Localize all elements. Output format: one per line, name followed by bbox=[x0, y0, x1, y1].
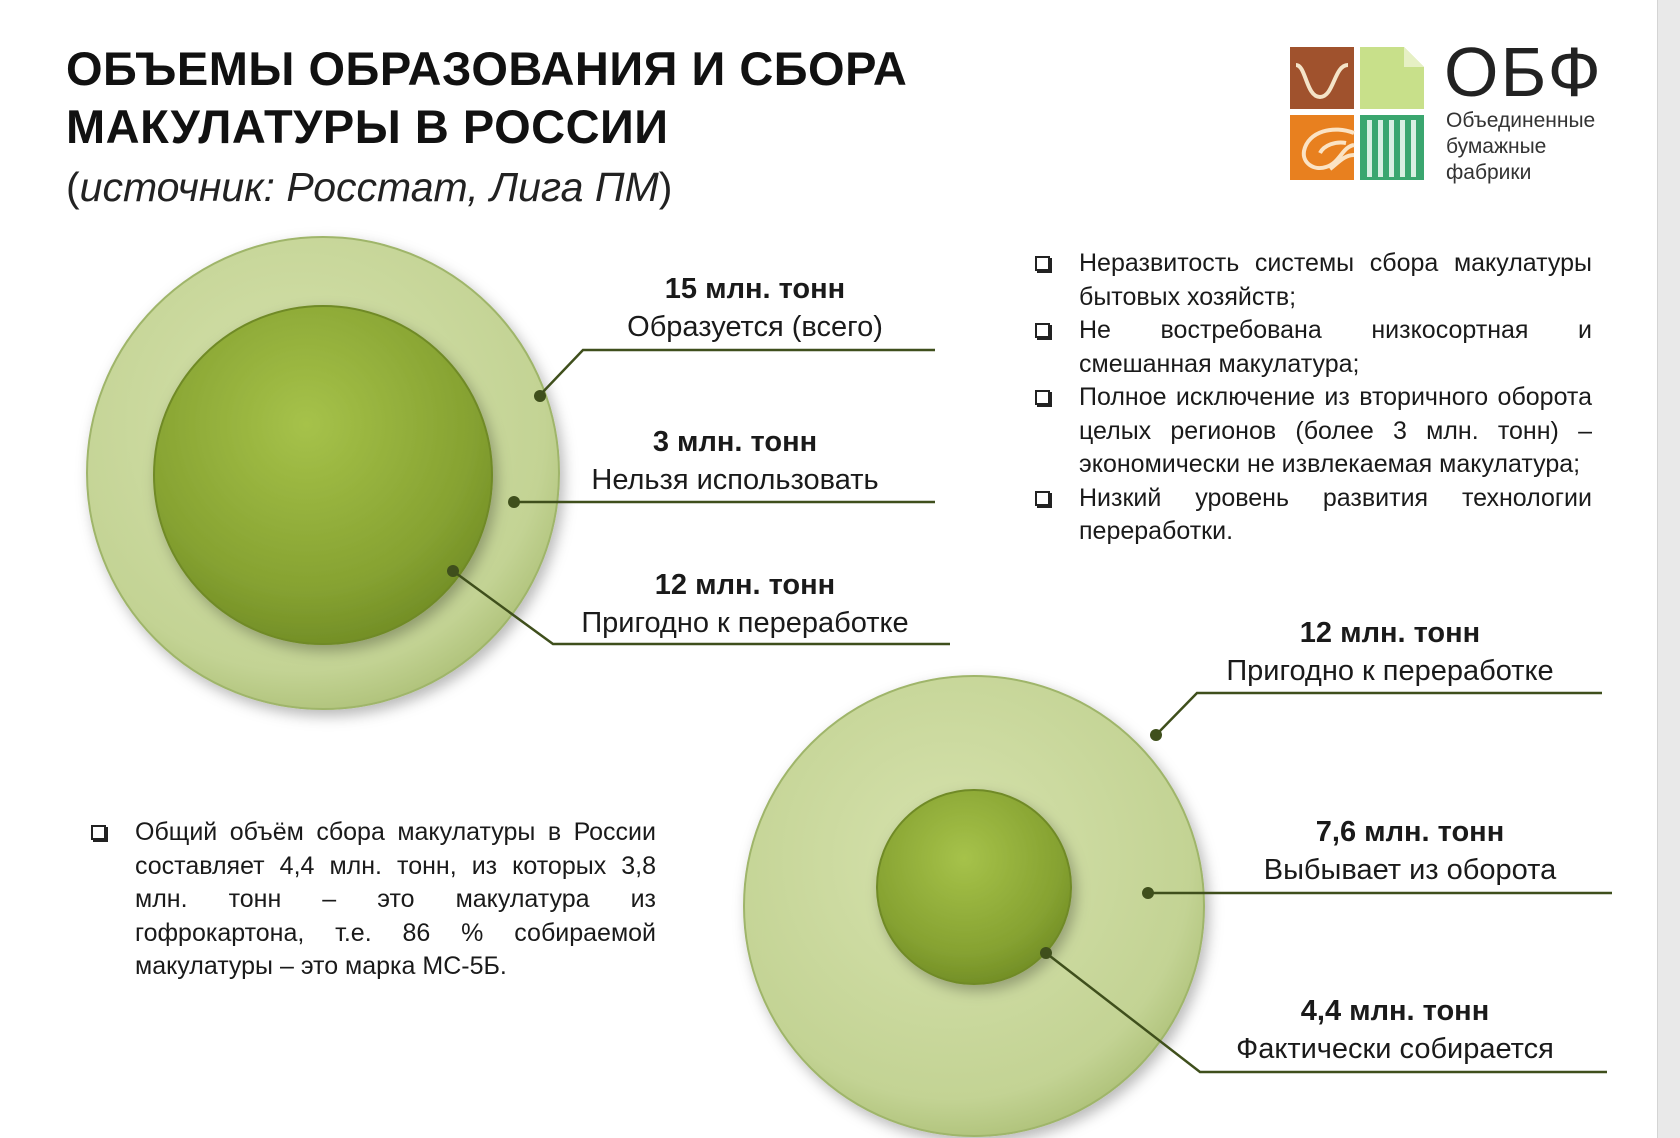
problems-list bbox=[1035, 247, 1592, 549]
label-bottom-dropped-text: Выбывает из оборота bbox=[1263, 854, 1557, 886]
top-inner-circle bbox=[154, 306, 492, 644]
list-item-text: Низкий уровень развития технологии переработки. bbox=[1079, 483, 1592, 545]
label-bottom-recyclable-text: Пригодно к переработке bbox=[1226, 655, 1554, 687]
list-item-text: Полное исключение из вторичного оборота целых регионов (более 3 млн. тонн) – экономически не извлекаемая макулатура; bbox=[1079, 383, 1592, 478]
label-bottom-collected-text: Фактически собирается bbox=[1236, 1033, 1554, 1065]
bottom-leader-dropped-dot bbox=[1142, 887, 1154, 899]
bottom-leader-collected-dot bbox=[1040, 947, 1052, 959]
label-top-total-text: Образуется (всего) bbox=[627, 311, 883, 343]
label-bottom-collected bbox=[1190, 992, 1600, 1068]
label-top-unusable-text: Нельзя использовать bbox=[591, 464, 879, 496]
list-item bbox=[1035, 482, 1592, 549]
label-bottom-collected-value: 4,4 млн. тонн bbox=[1300, 995, 1490, 1027]
checkbox-bullet-icon bbox=[1035, 390, 1050, 405]
checkbox-bullet-icon bbox=[91, 825, 106, 840]
list-item bbox=[1035, 381, 1592, 482]
checkbox-bullet-icon bbox=[1035, 491, 1050, 506]
logo-name: ОБФ bbox=[1444, 33, 1603, 111]
logo-subtitle-line-3: фабрики bbox=[1446, 161, 1532, 184]
list-item bbox=[1035, 314, 1592, 381]
list-item bbox=[91, 816, 656, 984]
label-top-total bbox=[590, 270, 920, 346]
list-item-text: Не востребована низкосортная и смешанная макулатура; bbox=[1079, 316, 1592, 378]
collection-summary-list bbox=[91, 816, 656, 984]
list-item bbox=[1035, 247, 1592, 314]
title-line-1: ОБЪЕМЫ ОБРАЗОВАНИЯ И СБОРА bbox=[66, 42, 908, 95]
logo-subtitle-line-1: Объединенные bbox=[1446, 109, 1596, 132]
label-top-unusable bbox=[555, 423, 915, 499]
source-text: источник: Росстат, Лига ПМ bbox=[79, 164, 659, 210]
source-close-paren: ) bbox=[658, 164, 673, 210]
bottom-leader-recyclable-dot bbox=[1150, 729, 1162, 741]
top-leader-total-dot bbox=[534, 390, 546, 402]
label-top-total-value: 15 млн. тонн bbox=[664, 273, 846, 305]
top-leader-recyclable-dot bbox=[447, 565, 459, 577]
checkbox-bullet-icon bbox=[1035, 256, 1050, 271]
label-bottom-recyclable bbox=[1185, 614, 1595, 690]
bottom-leader-recyclable bbox=[1156, 693, 1602, 735]
source-open-paren: ( bbox=[66, 164, 80, 210]
list-item-text: Неразвитость системы сбора макулатуры бытовых хозяйств; bbox=[1079, 249, 1592, 311]
label-bottom-dropped bbox=[1220, 813, 1600, 889]
label-top-recyclable-value: 12 млн. тонн bbox=[654, 569, 836, 601]
label-top-recyclable bbox=[545, 566, 945, 642]
title-line-2: МАКУЛАТУРЫ В РОССИИ bbox=[66, 100, 669, 153]
label-bottom-recyclable-value: 12 млн. тонн bbox=[1299, 617, 1481, 649]
label-top-recyclable-text: Пригодно к переработке bbox=[581, 607, 909, 639]
list-item-text: Общий объём сбора макулатуры в России составляет 4,4 млн. тонн, из которых 3,8 млн. тонн – это макулатура из гофрокартона, т.е. 86 % собираемой макулатуры – это марка МС-5Б. bbox=[135, 818, 656, 980]
label-top-unusable-value: 3 млн. тонн bbox=[652, 426, 818, 458]
checkbox-bullet-icon bbox=[1035, 323, 1050, 338]
top-leader-total bbox=[540, 350, 935, 395]
label-bottom-dropped-value: 7,6 млн. тонн bbox=[1315, 816, 1505, 848]
top-leader-unusable-dot bbox=[508, 496, 520, 508]
logo-subtitle-line-2: бумажные bbox=[1446, 135, 1547, 158]
